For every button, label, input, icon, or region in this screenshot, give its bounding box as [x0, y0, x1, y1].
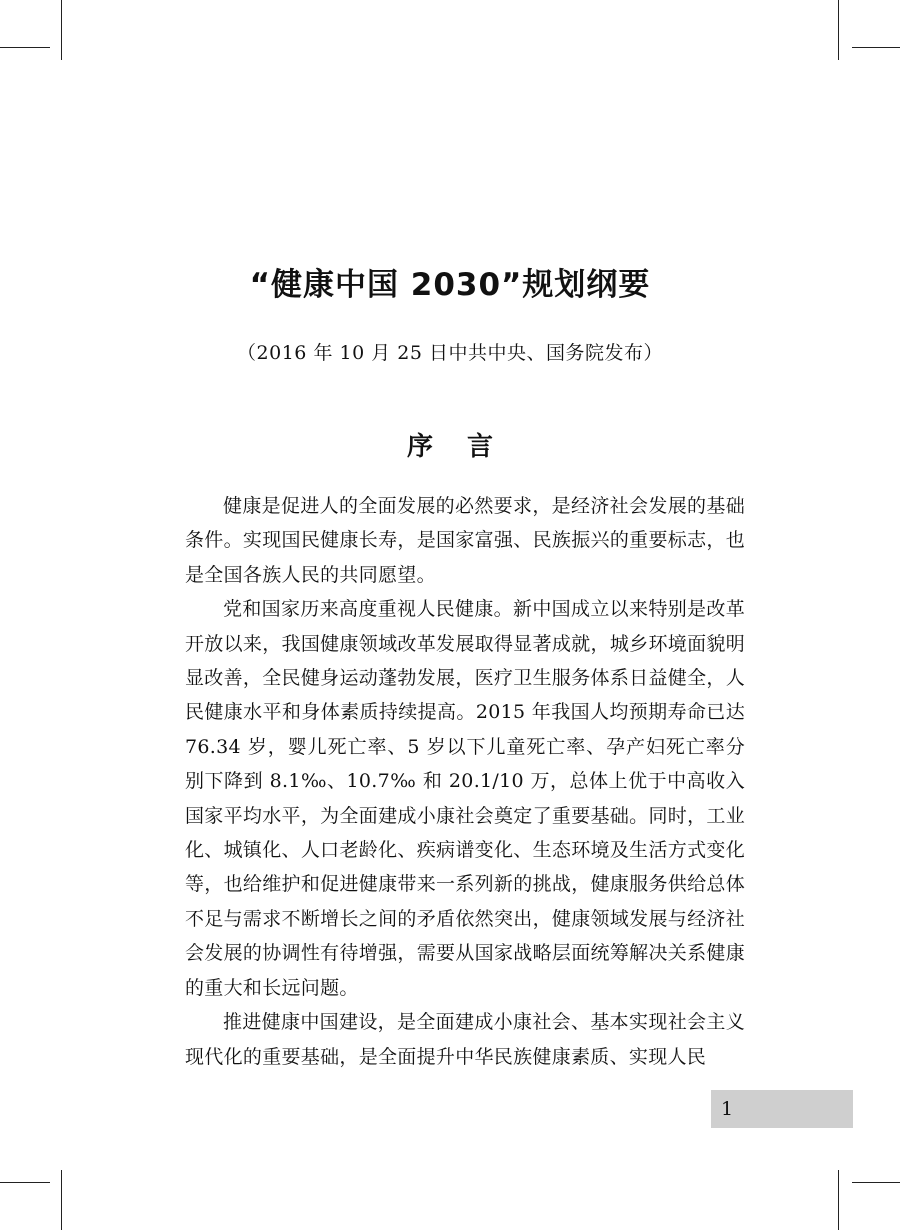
paragraph-3: 推进健康中国建设，是全面建成小康社会、基本实现社会主义现代化的重要基础，是全面提升中华民族健康素质、实现人民	[185, 1011, 745, 1068]
crop-mark-top-left-v	[61, 0, 62, 60]
crop-mark-top-right-h	[852, 47, 900, 48]
crop-mark-bottom-right-v	[838, 1170, 839, 1230]
paragraph-2: 党和国家历来高度重视人民健康。新中国成立以来特别是改革开放以来，我国健康领域改革发展取得显著成就，城乡环境面貌明显改善，全民健身运动蓬勃发展，医疗卫生服务体系日益健全，人民健康水平和身体素质持续提高。2015 年我国人均预期寿命已达 76.34 岁，婴儿死亡率、5 岁以下儿童死亡率、孕产妇死亡率分别下降到 8.1‰、10.7‰ 和 20.1/10 万，总体上优于中高收入国家平均水平，为全面建成小康社会奠定了重要基础。同时，工业化、城镇化、人口老龄化、疾病谱变化、生态环境及生活方式变化等，也给维护和促进健康带来一系列新的挑战，健康服务供给总体不足与需求不断增长之间的矛盾依然突出，健康领域发展与经济社会发展的协调性有待增强，需要从国家战略层面统筹解决关系健康的重大和长远问题。	[185, 598, 745, 999]
crop-mark-bottom-right-h	[852, 1182, 900, 1183]
paragraph-1: 健康是促进人的全面发展的必然要求，是经济社会发展的基础条件。实现国民健康长寿，是国家富强、民族振兴的重要标志，也是全国各族人民的共同愿望。	[185, 495, 745, 586]
section-heading: 序言	[406, 432, 527, 462]
document-subtitle: （2016 年 10 月 25 日中共中央、国务院发布）	[237, 342, 663, 364]
crop-mark-top-left-h	[0, 47, 50, 48]
crop-mark-top-right-v	[838, 0, 839, 60]
crop-mark-bottom-left-v	[61, 1170, 62, 1230]
page-number-box	[711, 1090, 853, 1128]
crop-mark-bottom-left-h	[0, 1182, 50, 1183]
document-title: “健康中国 2030”规划纲要	[249, 267, 651, 303]
page-number: 1	[721, 1098, 734, 1120]
body-text	[185, 489, 745, 1074]
